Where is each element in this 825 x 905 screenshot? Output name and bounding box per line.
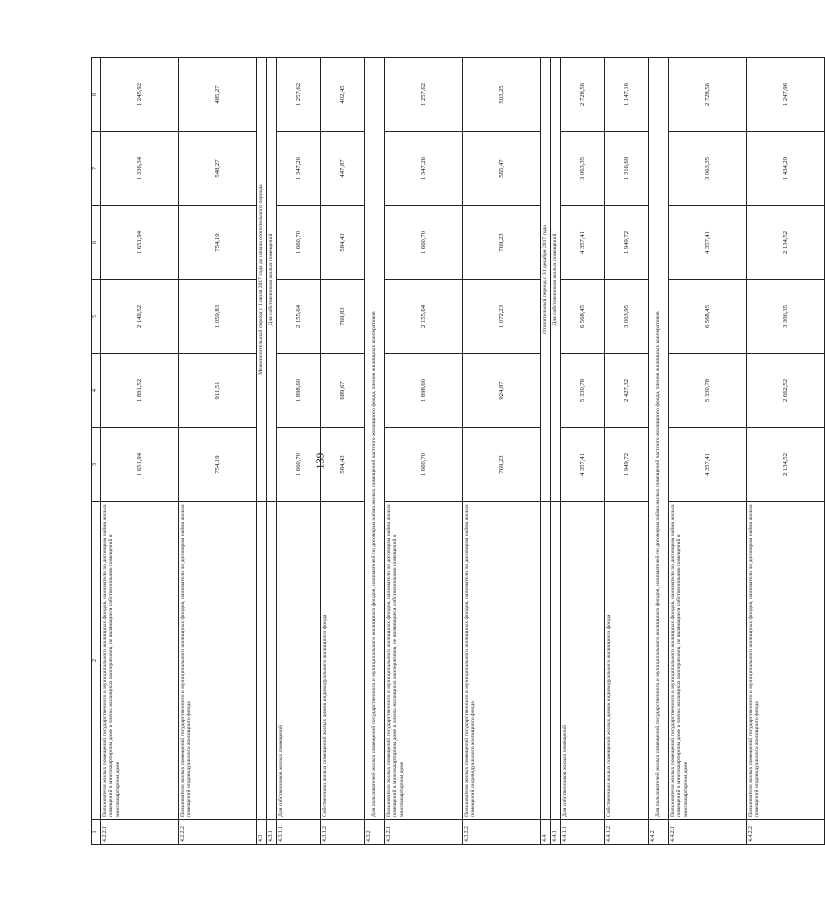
value-cell: 1 316,69 xyxy=(605,132,649,206)
row-label: Для собственников жилых помещений xyxy=(561,502,605,820)
empty-cell xyxy=(551,502,561,820)
section-title: Для собственников жилых помещений xyxy=(267,58,277,502)
value-cell: 485,27 xyxy=(179,58,257,132)
value-cell: 1 245,92 xyxy=(101,58,179,132)
row-label: Собственники жилых помещений жилых домов индивидуального жилищного фонда xyxy=(321,502,365,820)
table-row xyxy=(321,58,365,845)
value-cell: 2 155,64 xyxy=(385,280,463,354)
table-row xyxy=(277,58,321,845)
row-code: 4.3.2.1 xyxy=(385,820,463,845)
row-code: 4.2.2.1 xyxy=(101,820,179,845)
value-cell: 769,83 xyxy=(321,280,365,354)
value-cell: 1 257,62 xyxy=(277,58,321,132)
section-row xyxy=(541,58,551,845)
row-label: Пользователи жилых помещений государственного и муниципального жилищных фондов, наниматели по договорам найма жилых помещений в многоквартирном доме и члены жилищных кооперативов, не являющиеся собственниками помещений в многоквартирном доме xyxy=(669,502,747,820)
value-cell: 1 347,26 xyxy=(385,132,463,206)
value-cell: 1 072,23 xyxy=(463,280,541,354)
section-title: Межотопительный период с 1 июля 2017 года до начала отопительного периода xyxy=(257,58,267,502)
value-cell: 402,45 xyxy=(321,58,365,132)
row-code: 4.3.1.1 xyxy=(277,820,321,845)
value-cell: 2 427,32 xyxy=(605,354,649,428)
value-cell: 1 660,70 xyxy=(277,206,321,280)
header-cell: 6 xyxy=(92,206,101,280)
value-cell: 1 949,72 xyxy=(605,206,649,280)
value-cell: 548,27 xyxy=(179,132,257,206)
value-cell: 1 660,70 xyxy=(277,428,321,502)
row-label: Собственники жилых помещений жилых домов индивидуального жилищного фонда xyxy=(605,502,649,820)
value-cell: 5 330,78 xyxy=(669,354,747,428)
value-cell: 6 568,45 xyxy=(669,280,747,354)
row-code: 4.4.2.2 xyxy=(747,820,825,845)
group-title: Для пользователей жилых помещений государственного и муниципального жилищного фондов, нанимателей по договорам найма жилых помещений частного жилищного фонда, членов жилищных кооперативов xyxy=(649,58,669,820)
row-code: 4.4.1 xyxy=(551,820,561,845)
value-cell: 2 728,56 xyxy=(561,58,605,132)
row-code: 4.3 xyxy=(257,820,267,845)
value-cell: 5 330,78 xyxy=(561,354,605,428)
value-cell: 1 247,96 xyxy=(747,58,825,132)
value-cell: 1 651,94 xyxy=(101,206,179,280)
value-cell: 6 568,45 xyxy=(561,280,605,354)
value-cell: 1 147,16 xyxy=(605,58,649,132)
value-cell: 1 059,83 xyxy=(179,280,257,354)
value-cell: 2 662,52 xyxy=(747,354,825,428)
value-cell: 565,47 xyxy=(463,132,541,206)
row-code: 4.4.1.2 xyxy=(605,820,649,845)
value-cell: 689,67 xyxy=(321,354,365,428)
value-cell: 2 134,52 xyxy=(747,206,825,280)
table-row xyxy=(747,58,825,845)
section-title: Отопительный период с 31 декабря 2017 года xyxy=(541,58,551,502)
value-cell: 769,23 xyxy=(463,428,541,502)
section-row xyxy=(267,58,277,845)
row-label: Пользователи жилых помещений государственного и муниципального жилищных фондов, наниматели по договорам найма жилых помещений индивидуального жилищного фонда xyxy=(463,502,541,820)
value-cell: 4 357,41 xyxy=(561,428,605,502)
row-code: 4.4.1.1 xyxy=(561,820,605,845)
row-code: 4.3.1.2 xyxy=(321,820,365,845)
value-cell: 1 949,72 xyxy=(605,428,649,502)
table-row xyxy=(385,58,463,845)
value-cell: 4 357,41 xyxy=(669,206,747,280)
header-cell: 1 xyxy=(92,820,101,845)
value-cell: 1 651,94 xyxy=(101,428,179,502)
value-cell: 911,51 xyxy=(179,354,257,428)
table-row xyxy=(101,58,179,845)
row-code: 4.3.2 xyxy=(365,820,385,845)
group-row xyxy=(649,58,669,845)
value-cell: 769,23 xyxy=(463,206,541,280)
header-cell: 5 xyxy=(92,280,101,354)
table-row xyxy=(561,58,605,845)
header-cell: 4 xyxy=(92,354,101,428)
group-row xyxy=(365,58,385,845)
row-code: 4.3.2.2 xyxy=(463,820,541,845)
row-label: Пользователи жилых помещений государственного и муниципального жилищных фондов, наниматели по договорам найма жилых помещений в многоквартирном доме и члены жилищных кооперативов, не являющиеся собственниками помещений в многоквартирном доме xyxy=(101,502,179,820)
empty-cell xyxy=(267,502,277,820)
value-cell: 1 434,29 xyxy=(747,132,825,206)
value-cell: 754,19 xyxy=(179,428,257,502)
value-cell: 2 134,52 xyxy=(747,428,825,502)
row-code: 4.4.2.1 xyxy=(669,820,747,845)
rotated-table-container xyxy=(91,57,789,845)
value-cell: 503,25 xyxy=(463,58,541,132)
header-cell: 3 xyxy=(92,428,101,502)
header-cell: 8 xyxy=(92,58,101,132)
header-cell: 2 xyxy=(92,502,101,820)
section-title: Для собственников жилых помещений xyxy=(551,58,561,502)
value-cell: 4 357,41 xyxy=(669,428,747,502)
value-cell: 1 257,62 xyxy=(385,58,463,132)
value-cell: 3 306,35 xyxy=(747,280,825,354)
value-cell: 924,87 xyxy=(463,354,541,428)
value-cell: 1 898,60 xyxy=(277,354,321,428)
tariff-table xyxy=(91,57,825,845)
value-cell: 4 357,41 xyxy=(561,206,605,280)
page-number-text: 139 xyxy=(314,452,326,470)
row-code: 4.2.2.2 xyxy=(179,820,257,845)
value-cell: 3 003,95 xyxy=(605,280,649,354)
row-label: Пользователи жилых помещений государственного и муниципального жилищных фондов, наниматели по договорам найма жилых помещений индивидуального жилищного фонда xyxy=(179,502,257,820)
section-row xyxy=(257,58,267,845)
value-cell: 3 063,35 xyxy=(669,132,747,206)
table-row xyxy=(463,58,541,845)
value-cell: 1 336,34 xyxy=(101,132,179,206)
row-label: Пользователи жилых помещений государственного и муниципального жилищных фондов, наниматели по договорам найма жилых помещений индивидуального жилищного фонда xyxy=(747,502,825,820)
value-cell: 754,19 xyxy=(179,206,257,280)
row-label: Для собственников жилых помещений xyxy=(277,502,321,820)
table-row xyxy=(605,58,649,845)
value-cell: 1 891,52 xyxy=(101,354,179,428)
value-cell: 3 063,35 xyxy=(561,132,605,206)
header-row xyxy=(92,58,101,845)
value-cell: 584,43 xyxy=(321,428,365,502)
value-cell: 447,87 xyxy=(321,132,365,206)
value-cell: 2 155,64 xyxy=(277,280,321,354)
value-cell: 1 898,60 xyxy=(385,354,463,428)
value-cell: 1 660,70 xyxy=(385,206,463,280)
header-cell: 7 xyxy=(92,132,101,206)
value-cell: 2 728,56 xyxy=(669,58,747,132)
value-cell: 1 347,26 xyxy=(277,132,321,206)
section-row xyxy=(551,58,561,845)
value-cell: 1 660,70 xyxy=(385,428,463,502)
row-code: 4.4 xyxy=(541,820,551,845)
row-code: 4.3.1 xyxy=(267,820,277,845)
empty-cell xyxy=(541,502,551,820)
value-cell: 2 149,52 xyxy=(101,280,179,354)
group-title: Для пользователей жилых помещений государственного и муниципального жилищного фондов, нанимателей по договорам найма жилых помещений частного жилищного фонда, членов жилищных кооперативов xyxy=(365,58,385,820)
row-code: 4.4.2 xyxy=(649,820,669,845)
empty-cell xyxy=(257,502,267,820)
value-cell: 584,43 xyxy=(321,206,365,280)
row-label: Пользователи жилых помещений государственного и муниципального жилищных фондов, наниматели по договорам найма жилых помещений в многоквартирном доме и члены жилищных кооперативов, не являющиеся собственниками помещений в многоквартирном доме xyxy=(385,502,463,820)
table-row xyxy=(179,58,257,845)
table-row xyxy=(669,58,747,845)
